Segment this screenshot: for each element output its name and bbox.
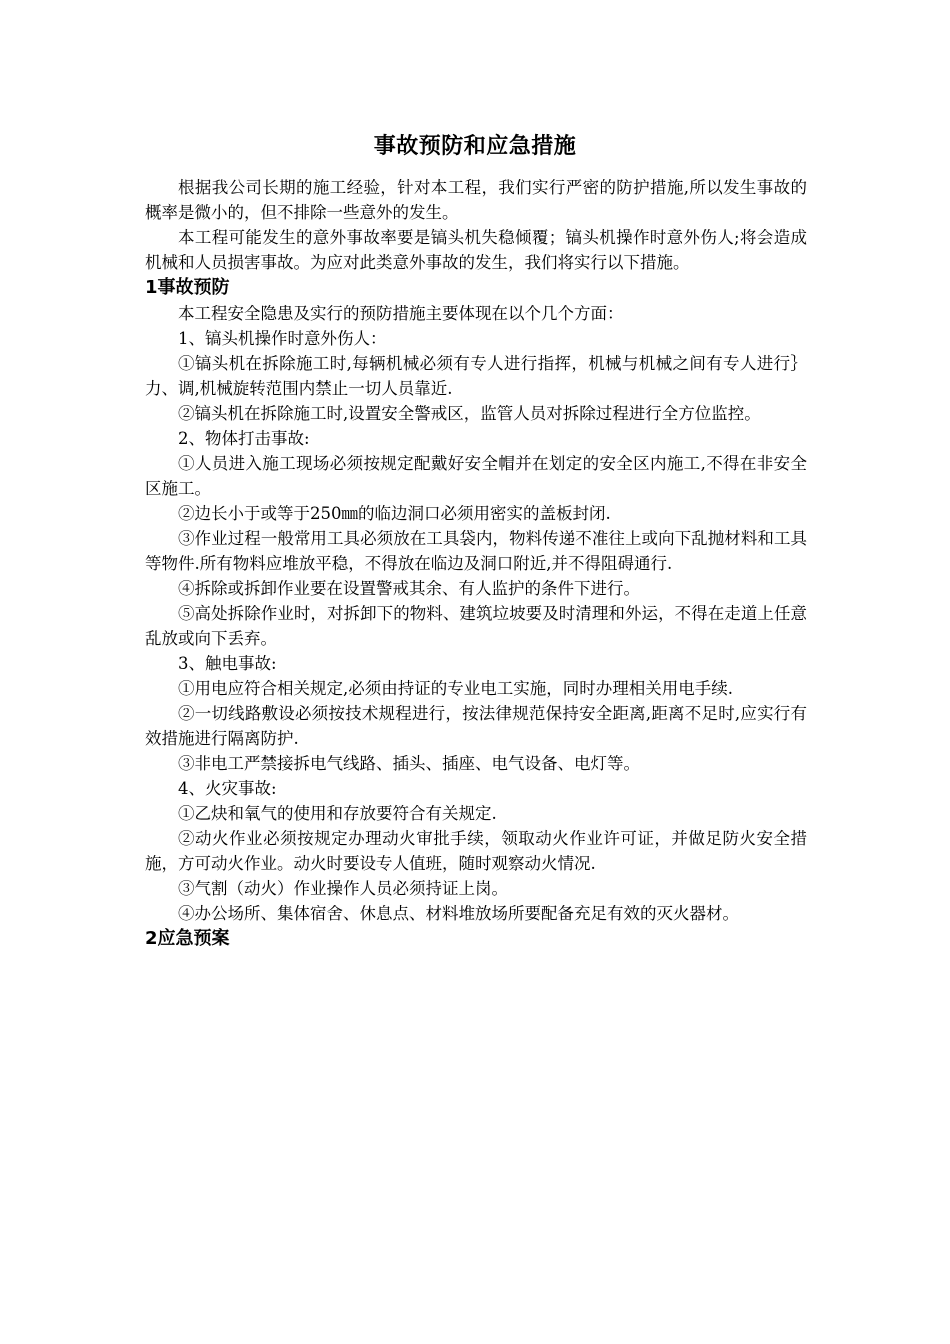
group4-title: 4、火灾事故: <box>178 779 277 798</box>
intro-paragraph-2: 本工程可能发生的意外事故率要是镐头机失稳倾覆；镐头机操作时意外伤人;将会造成机械和人员损害事故。为应对此类意外事故的发生，我们将实行以下措施。 <box>145 228 807 272</box>
group3-item-2: ②一切线路敷设必须按技术规程进行，按法律规范保持安全距离,距离不足时,应实行有效措施进行隔离防护. <box>145 704 807 748</box>
group1-item-1: ①镐头机在拆除施工时,每辆机械必须有专人进行指挥，机械与机械之间有专人进行｝力、调,机械旋转范围内禁止一切人员靠近. <box>145 354 807 398</box>
document-body <box>145 175 807 952</box>
group1-title: 1、镐头机操作时意外伤人： <box>178 329 387 348</box>
section1-heading: 1事故预防 <box>145 277 230 298</box>
group4-item-2: ②动火作业必须按规定办理动火审批手续，领取动火作业许可证，并做足防火安全措施，方可动火作业。动火时要设专人值班，随时观察动火情况. <box>145 829 807 873</box>
group4-item-3: ③气割（动火）作业操作人员必须持证上岗。 <box>178 879 508 898</box>
intro-paragraph-1: 根据我公司长期的施工经验，针对本工程，我们实行严密的防护措施,所以发生事故的概率是微小的，但不排除一些意外的发生。 <box>145 178 807 222</box>
document-title: 事故预防和应急措施 <box>373 134 577 159</box>
group3-title: 3、触电事故: <box>178 654 277 673</box>
group2-item-4: ④拆除或拆卸作业要在设置警戒其余、有人监护的条件下进行。 <box>178 579 640 598</box>
group3-item-1: ①用电应符合相关规定,必须由持证的专业电工实施，同时办理相关用电手续. <box>178 679 733 698</box>
group4-item-1: ①乙炔和氧气的使用和存放要符合有关规定. <box>178 804 497 823</box>
group2-item-1: ①人员进入施工现场必须按规定配戴好安全帽并在划定的安全区内施工,不得在非安全区施工。 <box>145 454 807 498</box>
section2-heading: 2应急预案 <box>145 928 230 949</box>
section1-lead: 本工程安全隐患及实行的预防措施主要体现在以个几个方面： <box>178 304 624 323</box>
group4-item-4: ④办公场所、集体宿舍、休息点、材料堆放场所要配备充足有效的灭火器材。 <box>178 904 739 923</box>
group2-title: 2、物体打击事故: <box>178 429 310 448</box>
group1-item-2: ②镐头机在拆除施工时,设置安全警戒区，监管人员对拆除过程进行全方位监控。 <box>178 404 761 423</box>
group3-item-3: ③非电工严禁接拆电气线路、插头、插座、电气设备、电灯等。 <box>178 754 640 773</box>
group2-item-2: ②边长小于或等于250㎜的临边洞口必须用密实的盖板封闭. <box>178 504 611 523</box>
group2-item-5: ⑤高处拆除作业时，对拆卸下的物料、建筑垃坡要及时清理和外运，不得在走道上任意乱放或向下丢弃。 <box>145 604 807 648</box>
group2-item-3: ③作业过程一般常用工具必须放在工具袋内，物料传递不准往上或向下乱抛材料和工具等物件.所有物料应堆放平稳，不得放在临边及洞口附近,并不得阻碍通行. <box>145 529 807 573</box>
